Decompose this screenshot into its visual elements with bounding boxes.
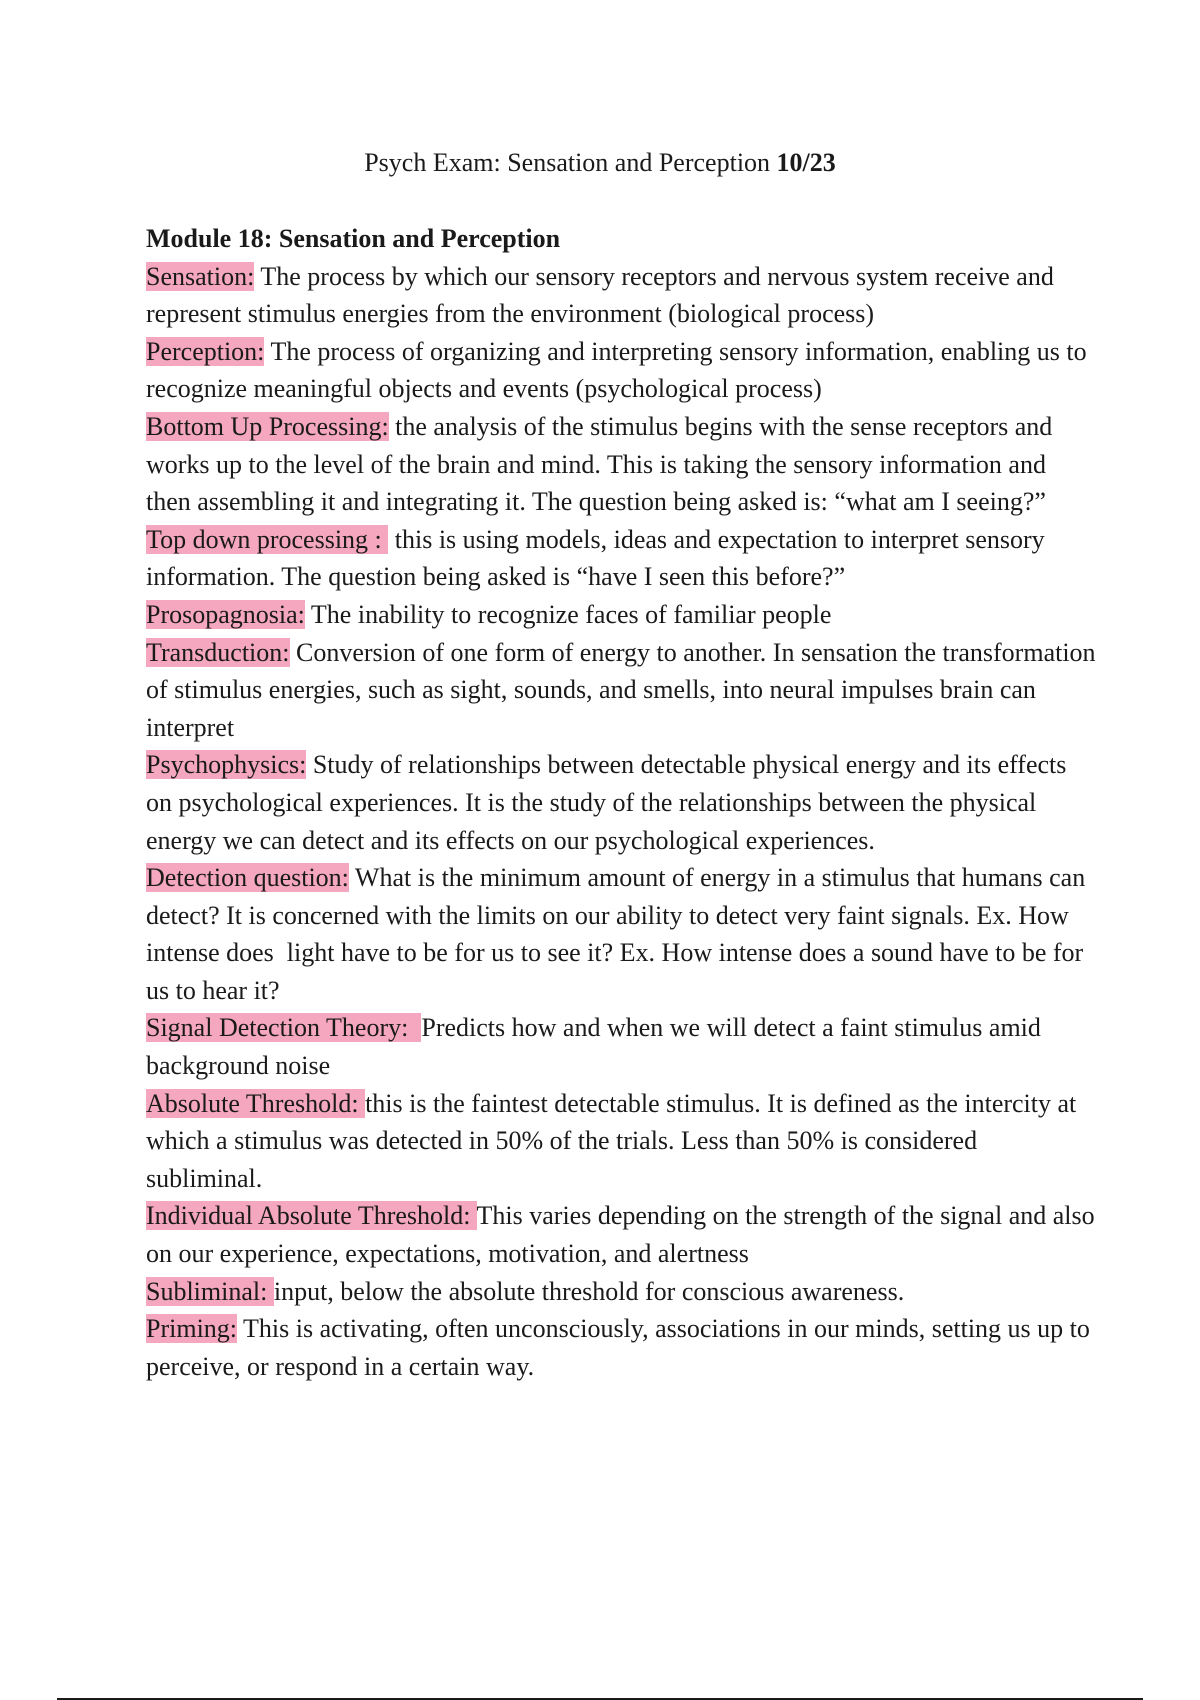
term-definition: Study of relationships between detectable physical energy and its effects on psychological experiences. It is the study of the relationships between the physical energy we can detect and its effects on our psychological experiences. — [146, 750, 1073, 855]
highlighted-term: Priming: — [146, 1314, 238, 1344]
definition-entry — [146, 521, 1096, 596]
highlighted-term: Absolute Threshold: — [146, 1088, 366, 1118]
definition-entry — [146, 1197, 1102, 1272]
highlighted-term: Signal Detection Theory: — [146, 1013, 422, 1043]
definition-entry — [146, 1273, 1096, 1311]
highlighted-term: Prosopagnosia: — [146, 599, 305, 629]
highlighted-term: Subliminal: — [146, 1276, 274, 1306]
highlighted-term: Detection question: — [146, 863, 349, 893]
definition-list — [146, 258, 1103, 1386]
term-definition: Predicts how and when we will detect a faint stimulus amid background noise — [146, 1013, 1048, 1081]
highlighted-term: Sensation: — [146, 261, 255, 291]
highlighted-term: Top down processing : — [146, 524, 389, 554]
definition-entry — [146, 634, 1103, 747]
definition-entry — [146, 333, 1096, 408]
definition-entry — [146, 1085, 1096, 1198]
definition-entry — [146, 1009, 1096, 1084]
module-heading: Module 18: Sensation and Perception — [146, 224, 561, 253]
term-definition: This varies depending on the strength of the signal and also on our experience, expectations, motivation, and alertness — [146, 1201, 1102, 1269]
term-definition: The inability to recognize faces of familiar people — [304, 599, 832, 629]
definition-entry — [146, 408, 1096, 521]
term-definition: The process of organizing and interpreting sensory information, enabling us to recognize meaningful objects and events (psychological process) — [146, 336, 1094, 404]
term-definition: this is using models, ideas and expectation to interpret sensory information. The question being asked is “have I seen this before?” — [146, 524, 1052, 592]
definition-entry — [146, 859, 1096, 1009]
document-title — [0, 146, 1200, 180]
highlighted-term: Bottom Up Processing: — [146, 411, 389, 441]
definition-entry — [146, 1310, 1096, 1385]
term-definition: Conversion of one form of energy to another. In sensation the transformation of stimulus energies, such as sight, sounds, and smells, into neural impulses brain can interpret — [146, 637, 1103, 742]
definition-entry — [146, 746, 1096, 859]
term-definition: the analysis of the stimulus begins with the sense receptors and works up to the level of the brain and mind. This is taking the sensory information and then assembling it and integrating it. The question being asked is: “what am I seeing?” — [146, 411, 1059, 517]
term-definition: This is activating, often unconsciously, associations in our minds, setting us up to perceive, or respond in a certain way. — [146, 1314, 1097, 1381]
highlighted-term: Transduction: — [146, 637, 290, 667]
definition-entry — [146, 258, 1096, 333]
definition-entry — [146, 596, 1096, 634]
term-definition: this is the faintest detectable stimulus. It is defined as the intercity at which a stimulus was detected in 50% of the trials. Less than 50% is considered subliminal. — [146, 1088, 1083, 1193]
term-definition: What is the minimum amount of energy in a stimulus that humans can detect? It is concerned with the limits on our ability to detect very faint signals. Ex. How intense does light have to be for us to see it? Ex. How intense does a sound have to be for us to hear it? — [146, 863, 1092, 1005]
highlighted-term: Individual Absolute Threshold: — [146, 1201, 477, 1231]
document-title-text: Psych Exam: Sensation and Perception — [364, 148, 771, 177]
document-title-date: 10/23 — [776, 148, 836, 177]
document-body — [146, 220, 1103, 1385]
highlighted-term: Psychophysics: — [146, 750, 307, 780]
highlighted-term: Perception: — [146, 336, 265, 366]
term-definition: input, below the absolute threshold for conscious awareness. — [273, 1276, 905, 1306]
term-definition: The process by which our sensory receptors and nervous system receive and represent stimulus energies from the environment (biological process) — [146, 261, 1061, 329]
